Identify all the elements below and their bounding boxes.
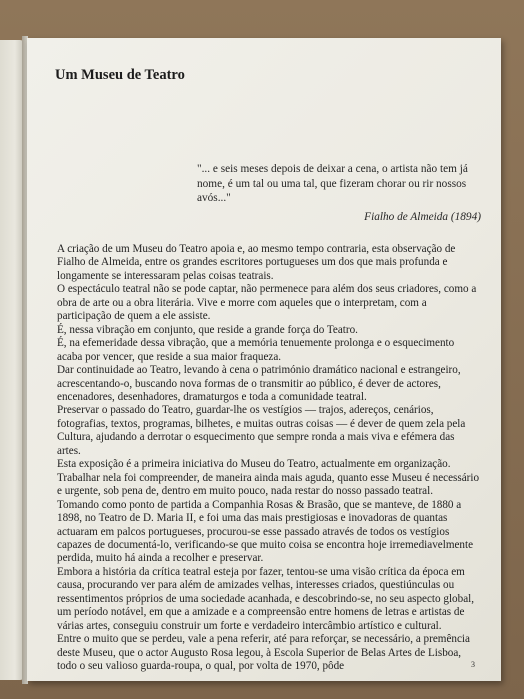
paragraph: Dar continuidade ao Teatro, levando à cena o património dramático nacional e estrangeiro, acrescentando-o, buscando nova formas de o transmitir ao público, é dever de actores, encenadores, desenhadores, dramaturgos e toda a comunidade teatral. xyxy=(57,364,461,403)
paragraph: Embora a história da crítica teatral esteja por fazer, tentou-se uma visão crítica da época em causa, procurando ver para além de amizades velhas, interesses criados, questiúnculas ou ressentimentos próprios de uma sociedade acanhada, e descobrindo-se, no seu aspecto global, um período notável, em que a amizade e a compreensão entre homens de letras e artistas de várias artes, conseguiu construir um forte e verdadeiro intercâmbio artístico e cultural. xyxy=(57,565,475,632)
epigraph xyxy=(197,162,485,224)
page-title: Um Museu de Teatro xyxy=(55,67,185,83)
facing-page-edge xyxy=(0,40,24,680)
paragraph: É, nessa vibração em conjunto, que reside a grande força do Teatro. xyxy=(57,323,358,336)
epigraph-quote: "... e seis meses depois de deixar a cena, o artista não tem já nome, é um tal ou uma tal, que fizeram chorar ou rir nossos avós..." xyxy=(197,163,468,205)
epigraph-author: Fialho de Almeida (1894) xyxy=(364,210,481,223)
paragraph: Tomando como ponto de partida a Companhia Rosas & Brasão, que se manteve, de 1880 a 1898, no Teatro de D. Maria II, e foi uma das mais prestigiosas e inovadoras de quantas actuaram em palcos portugueses, procurou-se esse passado através de todos os vestígios capazes de documentá-lo, verificando-se que muito coisa se encontra hoje irremediavelmente perdida, muito há ainda a recolher e preservar. xyxy=(57,498,474,565)
paragraph: Entre o muito que se perdeu, vale a pena referir, até para reforçar, se necessário, a premência deste Museu, que o actor Augusto Rosa legou, à Escola Superior de Belas Artes de Lisboa, todo o seu valioso guarda-roupa, o qual, por volta de 1970, pôde xyxy=(57,633,470,673)
paragraph: É, na efemeridade dessa vibração, que a memória tenuemente prolonga e o esquecimento acaba por vencer, que reside a sua maior fraqueza. xyxy=(57,337,455,363)
paragraph: A criação de um Museu do Teatro apoia e, ao mesmo tempo contraria, esta observação de Fialho de Almeida, entre os grandes escritores portugueses um dos que mais profunda e longamente se interessaram pelas coisas teatrais. xyxy=(57,243,456,282)
paragraph: Preservar o passado do Teatro, guardar-lhe os vestígios — trajos, adereços, cenários, fotografias, textos, programas, bilhetes, e muitas outras coisas — é dever de quem zela pela Cultura, ajudando a derrotar o esquecimento que sempre ronda a mais viva e efémera das artes. xyxy=(57,404,466,457)
body-text xyxy=(57,243,481,674)
book-page xyxy=(27,38,501,681)
page-number: 3 xyxy=(471,660,475,669)
paragraph: O espectáculo teatral não se pode captar, não permenece para além dos seus criadores, como a obra de arte ou a obra literária. Vive e morre com aqueles que o interpretam, com a participação de quem a ele assiste. xyxy=(57,283,477,323)
paragraph: Esta exposição é a primeira iniciativa do Museu do Teatro, actualmente em organização. Trabalhar nela foi compreender, de maneira ainda mais aguda, quanto esse Museu é necessário e urgente, sob pena de, dentro em muito pouco, nada restar do nosso passado teatral. xyxy=(57,458,480,498)
